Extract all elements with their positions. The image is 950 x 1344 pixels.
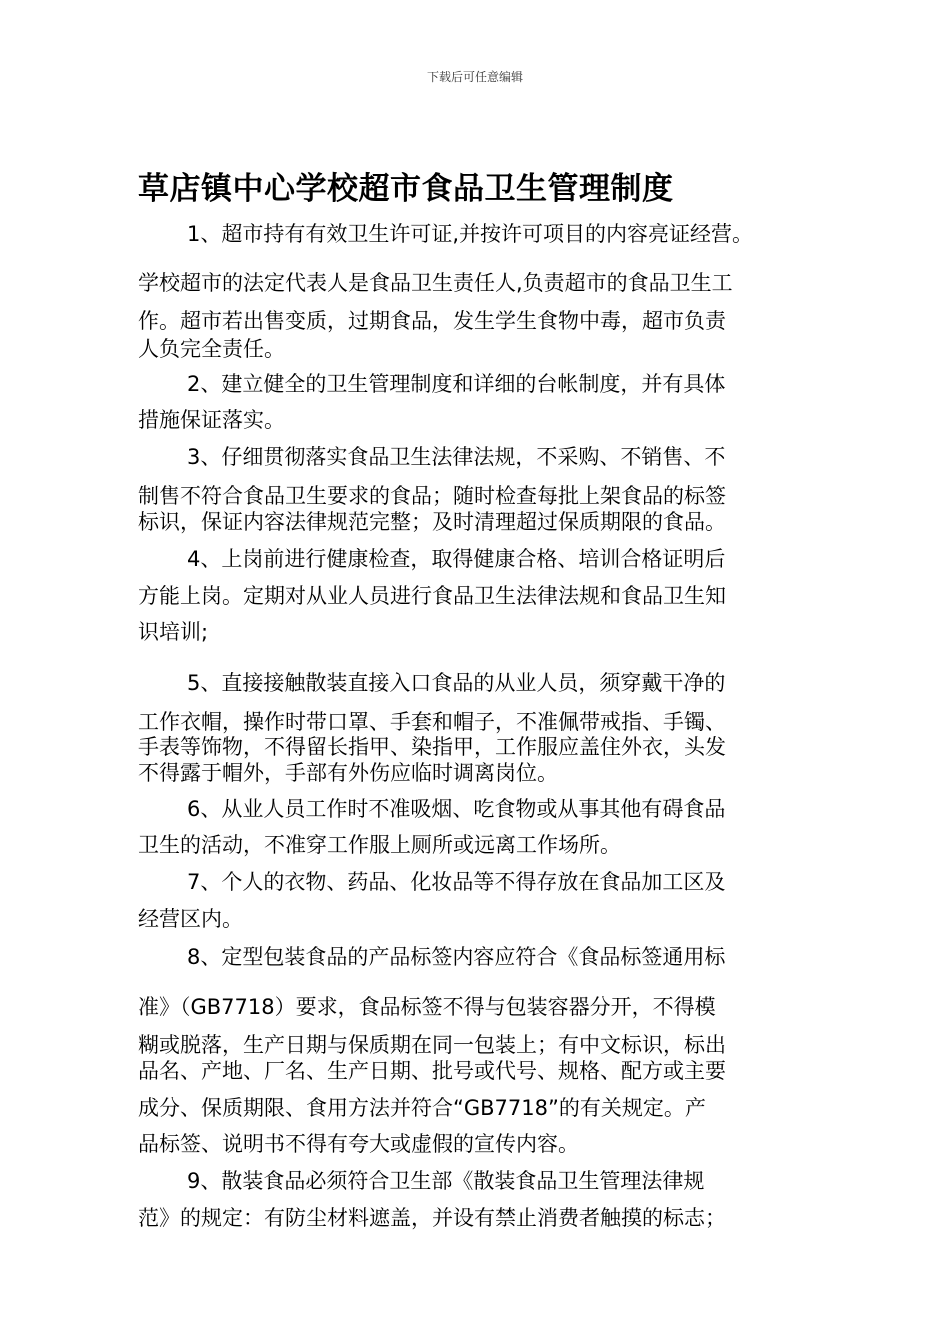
text-line: 制售不符合食品卫生要求的食品；随时检查每批上架食品的标签: [138, 484, 726, 508]
page-header: 下载后可任意编辑: [426, 70, 523, 84]
text-line: 8、定型包装食品的产品标签内容应符合《食品标签通用标: [187, 945, 726, 969]
text-line: 标识，保证内容法律规范完整；及时清理超过保质期限的食品。: [138, 510, 726, 534]
text-line: 工作衣帽，操作时带口罩、手套和帽子，不准佩带戒指、手镯、: [138, 710, 726, 734]
text-line: 手表等饰物，不得留长指甲、染指甲，工作服应盖住外衣，头发: [138, 735, 726, 759]
text-line: 措施保证落实。: [138, 408, 285, 432]
text-line: 人负完全责任。: [138, 337, 285, 361]
text-line: 卫生的活动，不准穿工作服上厕所或远离工作场所。: [138, 833, 621, 857]
text-line: 2、建立健全的卫生管理制度和详细的台帐制度，并有具体: [187, 372, 726, 396]
text-line: 6、从业人员工作时不准吸烟、吃食物或从事其他有碍食品: [187, 797, 726, 821]
text-line: 经营区内。: [138, 907, 243, 931]
text-line: 不得露于帽外，手部有外伤应临时调离岗位。: [138, 761, 558, 785]
text-line: 学校超市的法定代表人是食品卫生责任人,负责超市的食品卫生工: [138, 271, 733, 295]
text-line: 5、直接接触散装直接入口食品的从业人员，须穿戴干净的: [187, 671, 726, 695]
text-line: 糊或脱落，生产日期与保质期在同一包装上；有中文标识，标出: [138, 1033, 726, 1057]
text-line: 识培训;: [138, 620, 209, 644]
text-line: 9、散装食品必须符合卫生部《散装食品卫生管理法律规: [187, 1169, 705, 1193]
text-line: 1、超市持有有效卫生许可证,并按许可项目的内容亮证经营。: [187, 222, 754, 246]
document-title: 草店镇中心学校超市食品卫生管理制度: [138, 171, 674, 207]
text-line: 4、上岗前进行健康检查，取得健康合格、培训合格证明后: [187, 547, 726, 571]
text-line: 成分、保质期限、食用方法并符合“GB7718”的有关规定。产: [138, 1096, 706, 1120]
text-line: 7、个人的衣物、药品、化妆品等不得存放在食品加工区及: [187, 870, 726, 894]
text-line: 3、仔细贯彻落实食品卫生法律法规，不采购、不销售、不: [187, 445, 726, 469]
text-line: 范》的规定：有防尘材料遮盖，并设有禁止消费者触摸的标志；: [138, 1206, 726, 1230]
text-line: 品标签、说明书不得有夸大或虚假的宣传内容。: [138, 1132, 579, 1156]
text-line: 品名、产地、厂名、生产日期、批号或代号、规格、配方或主要: [138, 1059, 726, 1083]
text-line: 准》（GB7718）要求，食品标签不得与包装容器分开，不得模: [138, 995, 716, 1019]
text-line: 作。超市若出售变质，过期食品，发生学生食物中毒，超市负责: [138, 309, 726, 333]
text-line: 方能上岗。定期对从业人员进行食品卫生法律法规和食品卫生知: [138, 584, 726, 608]
